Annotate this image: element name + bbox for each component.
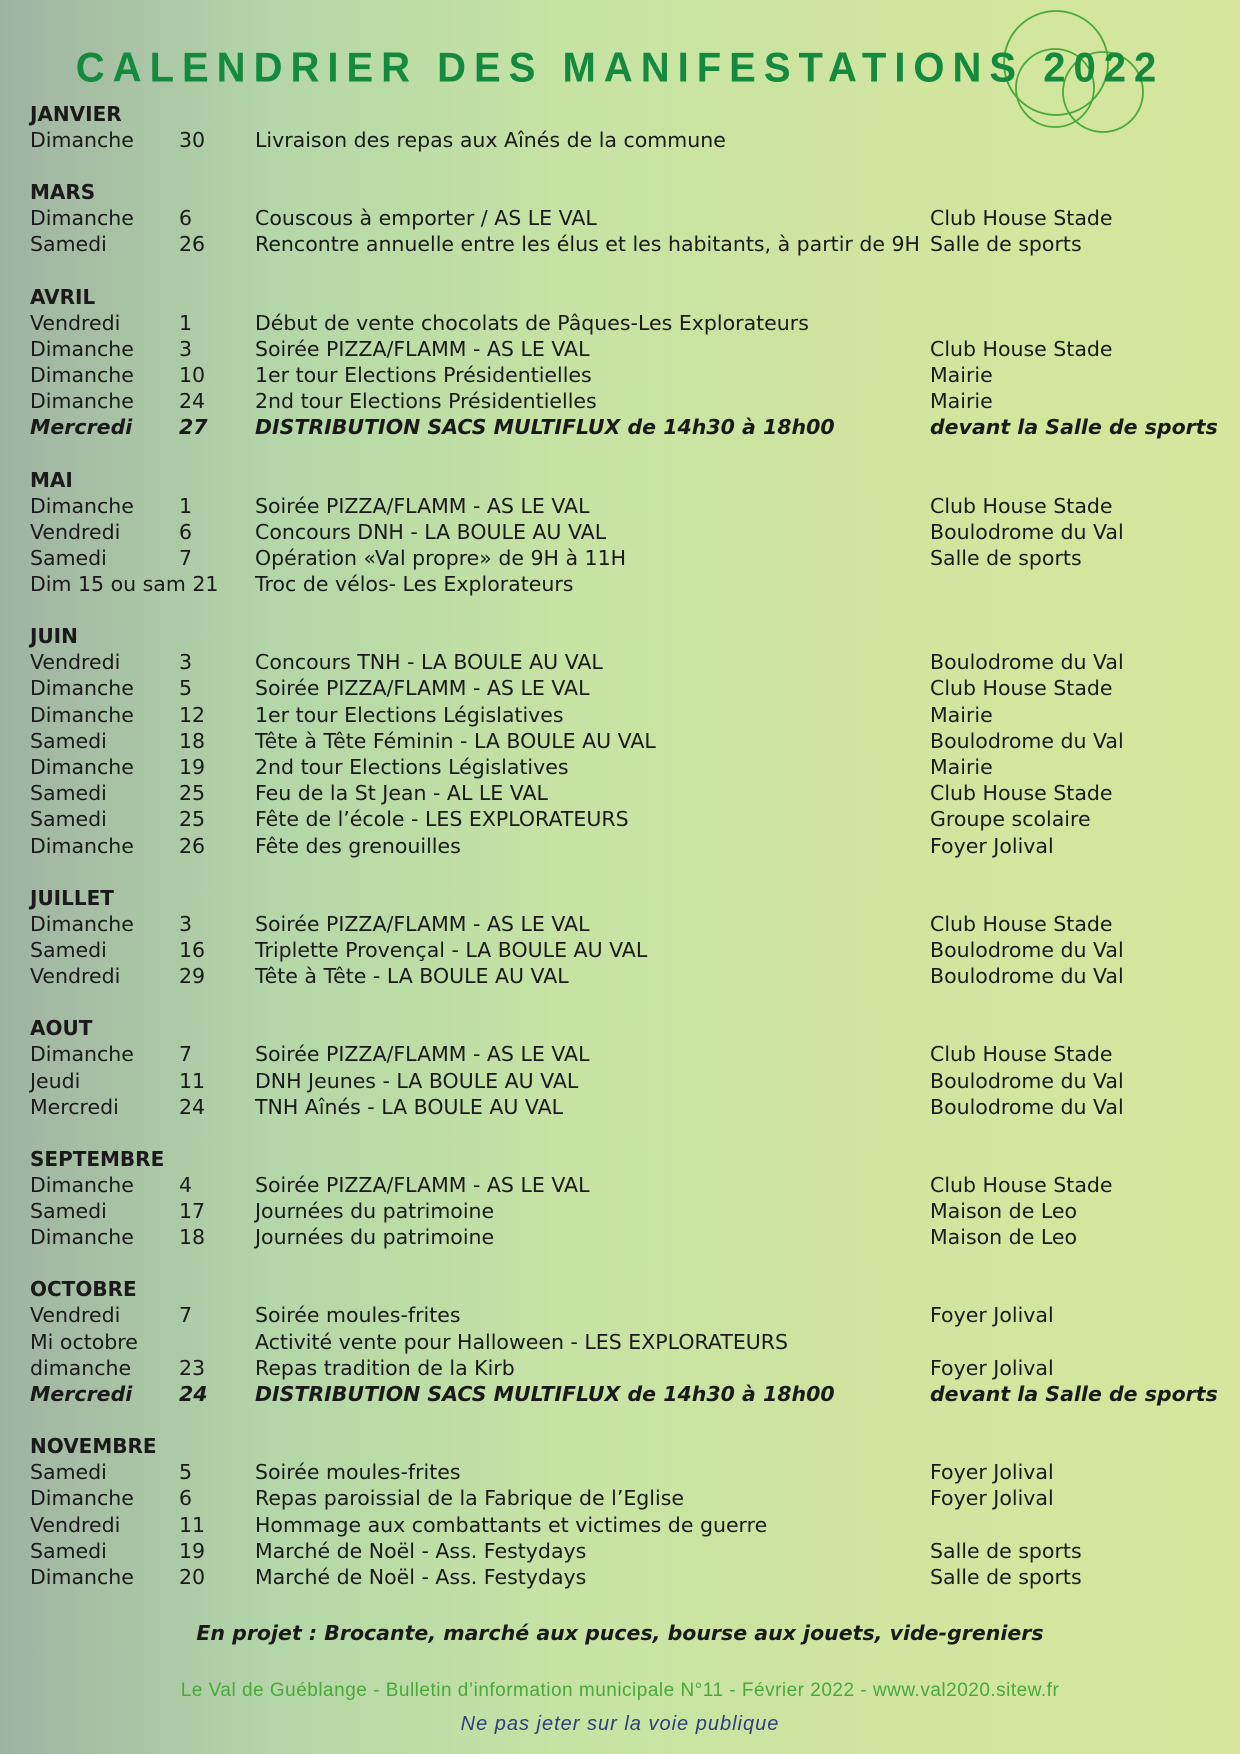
event-title: Livraison des repas aux Aînés de la commune xyxy=(255,128,726,152)
event-day: Dimanche xyxy=(30,128,134,152)
event-location: Boulodrome du Val xyxy=(930,1094,1124,1119)
event-day: Vendredi xyxy=(30,650,121,675)
event-row xyxy=(30,702,1230,728)
event-location: Foyer Jolival xyxy=(930,1460,1054,1485)
event-day: Mercredi xyxy=(30,1382,133,1406)
event-row xyxy=(30,937,1230,963)
event-location: Mairie xyxy=(930,702,993,727)
event-date: 24 xyxy=(179,1382,208,1406)
event-date: 16 xyxy=(179,937,206,962)
event-row xyxy=(30,1094,1230,1120)
event-title: DNH Jeunes - LA BOULE AU VAL xyxy=(255,1068,579,1093)
month-section xyxy=(30,101,1230,153)
event-date: 29 xyxy=(179,964,206,989)
event-location: Salle de sports xyxy=(930,1564,1082,1589)
event-row xyxy=(30,649,1230,675)
footer-notice: Ne pas jeter sur la voie publique xyxy=(460,1713,780,1735)
event-title: Troc de vélos- Les Explorateurs xyxy=(255,572,574,597)
event-day: Dimanche xyxy=(30,206,134,231)
event-date: 18 xyxy=(179,1225,206,1250)
month-section xyxy=(30,467,1230,598)
month-section xyxy=(30,1276,1230,1407)
month-section xyxy=(30,885,1230,990)
event-row xyxy=(30,205,1230,231)
event-date: 6 xyxy=(179,206,193,231)
event-date: 7 xyxy=(179,1042,193,1067)
event-location: Foyer Jolival xyxy=(930,833,1054,858)
event-title: Tête à Tête - LA BOULE AU VAL xyxy=(255,964,569,989)
month-name: JUIN xyxy=(30,624,78,649)
event-title: Concours TNH - LA BOULE AU VAL xyxy=(255,650,603,675)
month-section xyxy=(30,1015,1230,1120)
event-date: 18 xyxy=(179,728,206,753)
event-row xyxy=(30,833,1230,859)
event-row xyxy=(30,336,1230,362)
event-date: 11 xyxy=(179,1512,206,1537)
event-date: 19 xyxy=(179,1538,206,1563)
event-location: Club House Stade xyxy=(930,493,1113,518)
event-location: devant la Salle de sports xyxy=(930,415,1218,440)
event-row xyxy=(30,1381,1230,1407)
event-location: Mairie xyxy=(930,389,993,414)
event-date: 24 xyxy=(179,389,206,414)
event-row xyxy=(30,911,1230,937)
event-date: 27 xyxy=(179,415,208,440)
event-row xyxy=(30,414,1230,440)
event-title: Soirée PIZZA/FLAMM - AS LE VAL xyxy=(255,493,590,518)
event-row xyxy=(30,362,1230,388)
event-title: 1er tour Elections Législatives xyxy=(255,702,564,727)
event-row xyxy=(30,310,1230,336)
event-location: devant la Salle de sports xyxy=(930,1382,1218,1406)
event-title: Soirée PIZZA/FLAMM - AS LE VAL xyxy=(255,1172,590,1197)
event-date: 10 xyxy=(179,362,206,387)
event-date: 25 xyxy=(179,807,206,832)
event-date: 5 xyxy=(179,1460,193,1485)
event-title: Repas tradition de la Kirb xyxy=(255,1355,515,1380)
event-location: Club House Stade xyxy=(930,911,1113,936)
event-day: Dimanche xyxy=(30,755,134,779)
event-day: dimanche xyxy=(30,1355,132,1380)
event-day: Dimanche xyxy=(30,833,134,858)
event-location: Boulodrome du Val xyxy=(930,650,1124,675)
event-row xyxy=(30,231,1230,257)
event-title: Concours DNH - LA BOULE AU VAL xyxy=(255,519,607,544)
event-location: Maison de Leo xyxy=(930,1225,1078,1250)
event-date: 11 xyxy=(179,1068,206,1093)
event-date: 3 xyxy=(179,650,193,675)
event-day: Samedi xyxy=(30,545,107,570)
project-note: En projet : Brocante, marché aux puces, bourse aux jouets, vide-greniers xyxy=(196,1621,1044,1645)
event-day: Dimanche xyxy=(30,336,134,361)
event-title: Soirée PIZZA/FLAMM - AS LE VAL xyxy=(255,336,590,361)
event-day: Samedi xyxy=(30,781,107,806)
event-location: Boulodrome du Val xyxy=(930,728,1124,753)
event-row xyxy=(30,728,1230,754)
event-date: 26 xyxy=(179,232,206,257)
event-day: Samedi xyxy=(30,1538,107,1563)
event-location: Club House Stade xyxy=(930,676,1113,701)
event-date: 23 xyxy=(179,1355,206,1380)
event-row xyxy=(30,1302,1230,1328)
event-date: 3 xyxy=(179,911,193,936)
event-day: Jeudi xyxy=(30,1068,81,1093)
event-date: 19 xyxy=(179,755,206,779)
event-location: Foyer Jolival xyxy=(930,1303,1054,1328)
event-row xyxy=(30,1538,1230,1564)
event-day: Mercredi xyxy=(30,415,133,440)
event-title: Soirée moules-frites xyxy=(255,1303,461,1328)
event-day: Vendredi xyxy=(30,1512,121,1537)
event-location: Club House Stade xyxy=(930,336,1113,361)
event-location: Boulodrome du Val xyxy=(930,1068,1124,1093)
event-title: Soirée PIZZA/FLAMM - AS LE VAL xyxy=(255,676,590,701)
event-date: 12 xyxy=(179,702,206,727)
month-section xyxy=(30,179,1230,257)
event-row xyxy=(30,388,1230,414)
event-location: Boulodrome du Val xyxy=(930,964,1124,989)
event-title: Couscous à emporter / AS LE VAL xyxy=(255,206,597,231)
event-row xyxy=(30,1459,1230,1485)
month-name: AOUT xyxy=(30,1016,93,1041)
event-date: 1 xyxy=(179,493,193,518)
event-row xyxy=(30,1224,1230,1250)
month-name: JANVIER xyxy=(30,102,122,126)
event-row xyxy=(30,963,1230,989)
event-title: Feu de la St Jean - AL LE VAL xyxy=(255,781,548,806)
event-day: Dimanche xyxy=(30,1042,134,1067)
event-day: Dimanche xyxy=(30,1172,134,1197)
event-location: Foyer Jolival xyxy=(930,1355,1054,1380)
event-date: 7 xyxy=(179,1303,193,1328)
event-row xyxy=(30,1329,1230,1355)
event-row xyxy=(30,1355,1230,1381)
event-day: Mi octobre xyxy=(30,1329,138,1354)
event-date: 20 xyxy=(179,1564,206,1589)
page-title: CALENDRIER DES MANIFESTATIONS 2022 xyxy=(75,44,1165,92)
event-title: DISTRIBUTION SACS MULTIFLUX de 14h30 à 18h00 xyxy=(255,1382,835,1406)
event-location: Boulodrome du Val xyxy=(930,519,1124,544)
event-day: Dimanche xyxy=(30,676,134,701)
event-day: Dimanche xyxy=(30,362,134,387)
month-name: NOVEMBRE xyxy=(30,1434,157,1459)
event-title: Hommage aux combattants et victimes de guerre xyxy=(255,1512,768,1537)
event-day: Dimanche xyxy=(30,493,134,518)
event-title: Triplette Provençal - LA BOULE AU VAL xyxy=(255,937,648,962)
event-location: Mairie xyxy=(930,362,993,387)
event-date: 5 xyxy=(179,676,193,701)
event-row xyxy=(30,1041,1230,1067)
event-title: Soirée moules-frites xyxy=(255,1460,461,1485)
event-day: Vendredi xyxy=(30,519,121,544)
event-title: Soirée PIZZA/FLAMM - AS LE VAL xyxy=(255,911,590,936)
event-row xyxy=(30,806,1230,832)
event-location: Club House Stade xyxy=(930,206,1113,231)
event-date: 17 xyxy=(179,1199,206,1224)
event-title: Journées du patrimoine xyxy=(255,1199,495,1224)
event-day: Dimanche xyxy=(30,1564,134,1589)
event-title: Repas paroissial de la Fabrique de l’Eglise xyxy=(255,1486,684,1511)
event-row xyxy=(30,1485,1230,1511)
event-row xyxy=(30,1172,1230,1198)
month-name: AVRIL xyxy=(30,284,96,309)
month-name: JUILLET xyxy=(30,885,114,910)
event-title: Rencontre annuelle entre les élus et les habitants, à partir de 9H xyxy=(255,232,920,257)
month-name: SEPTEMBRE xyxy=(30,1146,165,1171)
event-title: Début de vente chocolats de Pâques-Les Explorateurs xyxy=(255,310,809,335)
event-row xyxy=(30,493,1230,519)
event-day: Samedi xyxy=(30,937,107,962)
month-name: OCTOBRE xyxy=(30,1277,137,1302)
event-location: Salle de sports xyxy=(930,1538,1082,1563)
event-location: Club House Stade xyxy=(930,1042,1113,1067)
event-day: Samedi xyxy=(30,232,107,257)
event-date: 30 xyxy=(179,128,206,152)
event-title: Tête à Tête Féminin - LA BOULE AU VAL xyxy=(255,728,656,753)
event-title: Fête des grenouilles xyxy=(255,833,461,858)
event-day: Dimanche xyxy=(30,389,134,414)
event-location: Salle de sports xyxy=(930,232,1082,257)
month-name: MARS xyxy=(30,180,96,205)
event-day: Vendredi xyxy=(30,1303,121,1328)
event-day: Dimanche xyxy=(30,1225,134,1250)
event-row xyxy=(30,127,1230,153)
event-row xyxy=(30,1068,1230,1094)
month-name: MAI xyxy=(30,467,73,492)
event-day: Dimanche xyxy=(30,702,134,727)
event-location: Foyer Jolival xyxy=(930,1486,1054,1511)
event-location: Maison de Leo xyxy=(930,1199,1078,1224)
event-location: Club House Stade xyxy=(930,1172,1113,1197)
month-section xyxy=(30,623,1230,859)
event-title: Journées du patrimoine xyxy=(255,1225,495,1250)
event-row xyxy=(30,1564,1230,1590)
event-title: Marché de Noël - Ass. Festydays xyxy=(255,1538,587,1563)
event-day: Dim 15 ou sam 21 xyxy=(30,572,219,597)
month-section xyxy=(30,1146,1230,1251)
event-date: 24 xyxy=(179,1094,206,1119)
event-row xyxy=(30,675,1230,701)
event-date: 6 xyxy=(179,519,193,544)
event-day: Vendredi xyxy=(30,310,121,335)
event-date: 3 xyxy=(179,336,193,361)
event-title: DISTRIBUTION SACS MULTIFLUX de 14h30 à 18h00 xyxy=(255,415,835,440)
month-section xyxy=(30,284,1230,441)
event-date: 26 xyxy=(179,833,206,858)
event-location: Groupe scolaire xyxy=(930,807,1091,832)
event-date: 4 xyxy=(179,1172,193,1197)
event-day: Dimanche xyxy=(30,1486,134,1511)
event-location: Mairie xyxy=(930,755,993,779)
event-day: Samedi xyxy=(30,1460,107,1485)
event-row xyxy=(30,754,1230,780)
event-day: Samedi xyxy=(30,807,107,832)
event-title: Opération «Val propre» de 9H à 11H xyxy=(255,545,627,570)
event-location: Club House Stade xyxy=(930,781,1113,806)
event-day: Mercredi xyxy=(30,1094,119,1119)
event-title: 2nd tour Elections Présidentielles xyxy=(255,389,597,414)
event-title: Marché de Noël - Ass. Festydays xyxy=(255,1564,587,1589)
event-date: 25 xyxy=(179,781,206,806)
event-day: Dimanche xyxy=(30,911,134,936)
event-date: 6 xyxy=(179,1486,193,1511)
events-calendar xyxy=(30,101,1230,1616)
event-title: 1er tour Elections Présidentielles xyxy=(255,362,592,387)
event-title: Fête de l’école - LES EXPLORATEURS xyxy=(255,807,629,832)
event-title: Activité vente pour Halloween - LES EXPLORATEURS xyxy=(255,1329,789,1354)
event-date: 7 xyxy=(179,545,193,570)
event-row xyxy=(30,519,1230,545)
event-row xyxy=(30,780,1230,806)
event-date: 1 xyxy=(179,310,193,335)
event-row xyxy=(30,1512,1230,1538)
event-row xyxy=(30,545,1230,571)
month-section xyxy=(30,1433,1230,1590)
event-row xyxy=(30,571,1230,597)
event-title: 2nd tour Elections Législatives xyxy=(255,755,569,779)
event-day: Vendredi xyxy=(30,964,121,989)
event-row xyxy=(30,1198,1230,1224)
event-title: Soirée PIZZA/FLAMM - AS LE VAL xyxy=(255,1042,590,1067)
event-location: Salle de sports xyxy=(930,545,1082,570)
event-title: TNH Aînés - LA BOULE AU VAL xyxy=(255,1094,564,1119)
footer-bulletin-info: Le Val de Guéblange - Bulletin d’information municipale N°11 - Février 2022 - www.val2020.sitew.fr xyxy=(180,1680,1060,1701)
event-day: Samedi xyxy=(30,1199,107,1224)
event-day: Samedi xyxy=(30,728,107,753)
event-location: Boulodrome du Val xyxy=(930,937,1124,962)
